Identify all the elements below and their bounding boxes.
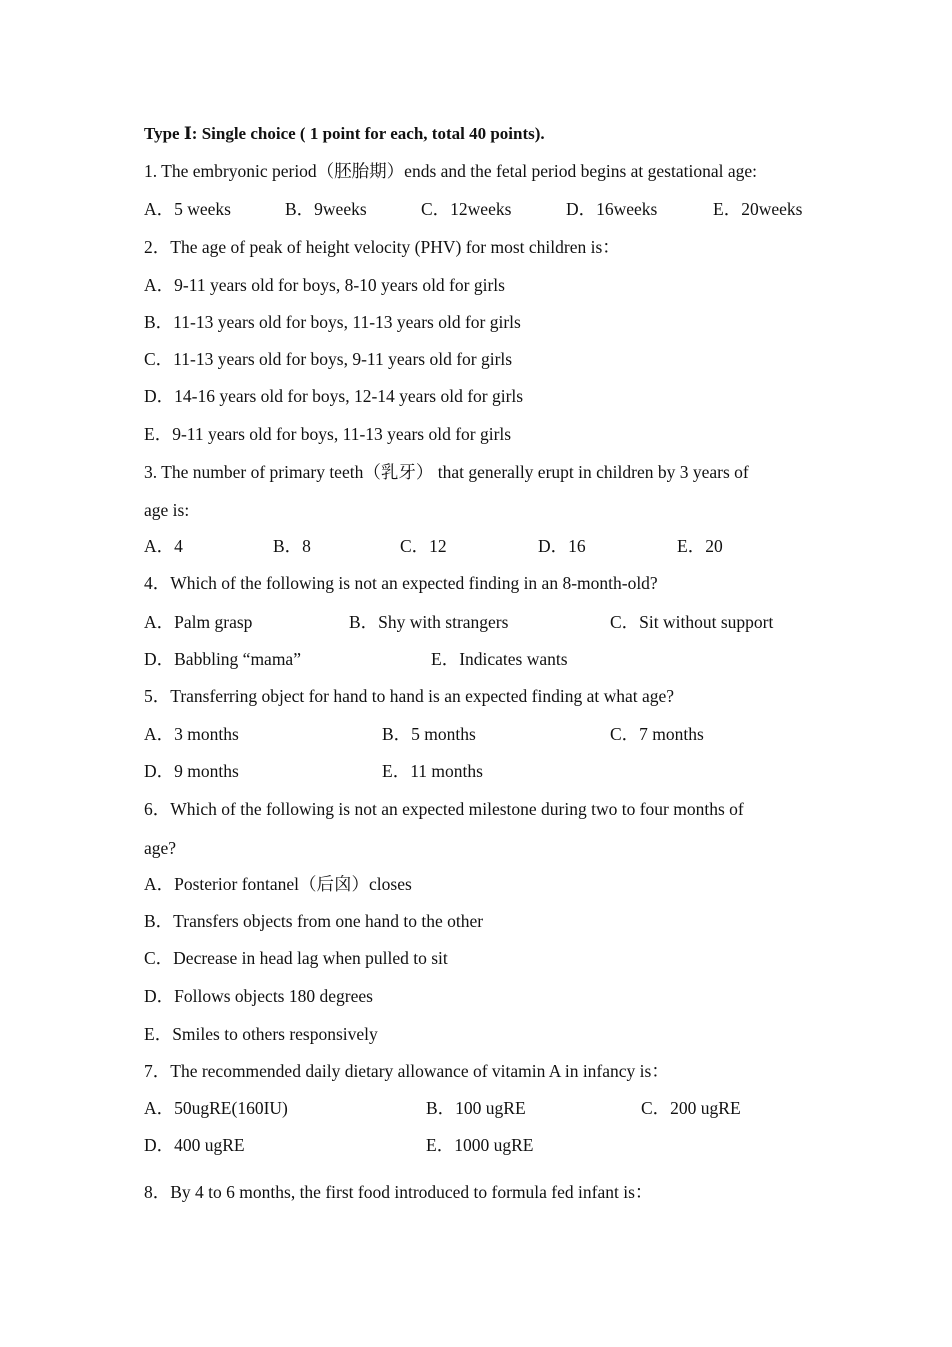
question-2-option-e: E．9-11 years old for boys, 11-13 years old for girls (144, 424, 512, 444)
question-4-option-a: A．Palm grasp (144, 612, 253, 632)
question-7-option-c: C．200 ugRE (641, 1098, 741, 1118)
question-2-option-b: B．11-13 years old for boys, 11-13 years old for girls (144, 312, 521, 332)
question-8-stem: 8．By 4 to 6 months, the first food introduced to formula fed infant is： (144, 1182, 653, 1202)
question-1-option-a: A．5 weeks (144, 199, 231, 219)
question-4-option-d: D．Babbling “mama” (144, 649, 301, 669)
question-4-option-e: E．Indicates wants (431, 649, 568, 669)
question-3-option-d: D．16 (538, 536, 586, 556)
question-4-option-c: C．Sit without support (610, 612, 774, 632)
question-2-stem: 2．The age of peak of height velocity (PHV) for most children is： (144, 237, 620, 257)
question-4-option-b: B．Shy with strangers (349, 612, 509, 632)
question-2-option-a: A．9-11 years old for boys, 8-10 years old for girls (144, 275, 505, 295)
question-3-stem-line-1: 3. The number of primary teeth（乳牙） that generally erupt in children by 3 years of (144, 462, 749, 482)
section-heading: Type Ⅰ: Single choice ( 1 point for each, total 40 points). (144, 124, 545, 143)
question-4-stem: 4．Which of the following is not an expected finding in an 8-month-old? (144, 573, 658, 593)
question-7-option-a: A．50ugRE(160IU) (144, 1098, 288, 1118)
question-5-option-a: A．3 months (144, 724, 239, 744)
question-3-option-c: C．12 (400, 536, 447, 556)
question-3-option-b: B．8 (273, 536, 311, 556)
question-7-option-d: D．400 ugRE (144, 1135, 245, 1155)
question-6-option-b: B．Transfers objects from one hand to the other (144, 911, 484, 931)
question-6-option-c: C．Decrease in head lag when pulled to sit (144, 948, 448, 968)
question-5-option-b: B．5 months (382, 724, 476, 744)
question-7-option-b: B．100 ugRE (426, 1098, 526, 1118)
question-1-option-c: C．12weeks (421, 199, 512, 219)
question-6-option-d: D．Follows objects 180 degrees (144, 986, 373, 1006)
question-2-option-d: D．14-16 years old for boys, 12-14 years old for girls (144, 386, 524, 406)
question-5-option-d: D．9 months (144, 761, 239, 781)
question-1-stem: 1. The embryonic period（胚胎期）ends and the fetal period begins at gestational age: (144, 161, 757, 181)
question-5-option-c: C．7 months (610, 724, 704, 744)
question-6-option-e: E．Smiles to others responsively (144, 1024, 378, 1044)
question-6-stem-line-1: 6．Which of the following is not an expected milestone during two to four months of (144, 799, 744, 819)
question-3-stem-line-2: age is: (144, 500, 190, 520)
question-6-stem-line-2: age? (144, 838, 177, 858)
question-7-stem: 7．The recommended daily dietary allowance of vitamin A in infancy is： (144, 1061, 669, 1081)
question-2-option-c: C．11-13 years old for boys, 9-11 years old for girls (144, 349, 513, 369)
question-7-option-e: E．1000 ugRE (426, 1135, 534, 1155)
question-5-stem: 5．Transferring object for hand to hand is an expected finding at what age? (144, 686, 675, 706)
question-3-option-a: A．4 (144, 536, 183, 556)
question-6-option-a: A．Posterior fontanel（后囟）closes (144, 874, 412, 894)
question-1-option-e: E．20weeks (713, 199, 803, 219)
question-5-option-e: E．11 months (382, 761, 483, 781)
question-1-option-b: B．9weeks (285, 199, 367, 219)
question-3-option-e: E．20 (677, 536, 723, 556)
question-1-option-d: D．16weeks (566, 199, 658, 219)
